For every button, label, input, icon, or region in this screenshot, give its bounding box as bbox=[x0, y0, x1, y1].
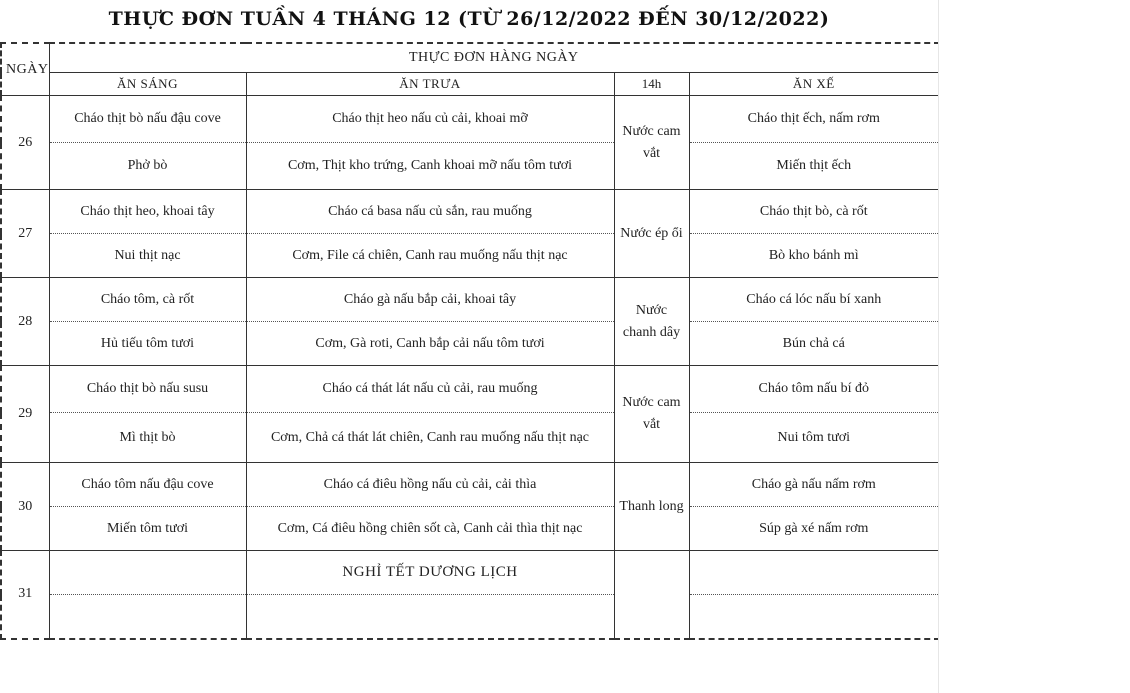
header-14h: 14h bbox=[614, 73, 689, 96]
header-snack: ĂN XẾ bbox=[689, 73, 939, 96]
breakfast-cell: Phở bò bbox=[49, 143, 246, 190]
snack-cell bbox=[689, 595, 939, 639]
table-row bbox=[1, 413, 939, 463]
h14-cell: Thanh long bbox=[614, 463, 689, 551]
day-cell: 31 bbox=[1, 551, 49, 639]
lunch-cell: Cơm, Chả cá thát lát chiên, Canh rau muống nấu thịt nạc bbox=[246, 413, 614, 463]
day-cell: 28 bbox=[1, 278, 49, 366]
table-row bbox=[1, 366, 939, 413]
table-row bbox=[1, 96, 939, 143]
snack-cell: Cháo thịt bò, cà rốt bbox=[689, 190, 939, 234]
table-row bbox=[1, 551, 939, 595]
table-row bbox=[1, 234, 939, 278]
table-row bbox=[1, 507, 939, 551]
table-row bbox=[1, 595, 939, 639]
h14-cell: Nước ép ổi bbox=[614, 190, 689, 278]
lunch-cell: Cháo gà nấu bắp cải, khoai tây bbox=[246, 278, 614, 322]
header-breakfast: ĂN SÁNG bbox=[49, 73, 246, 96]
snack-cell: Bò kho bánh mì bbox=[689, 234, 939, 278]
snack-cell: Bún chả cá bbox=[689, 322, 939, 366]
day-cell: 26 bbox=[1, 96, 49, 190]
breakfast-cell: Cháo thịt heo, khoai tây bbox=[49, 190, 246, 234]
snack-cell bbox=[689, 551, 939, 595]
breakfast-cell bbox=[49, 551, 246, 595]
snack-cell: Cháo thịt ếch, nấm rơm bbox=[689, 96, 939, 143]
table-row bbox=[1, 278, 939, 322]
breakfast-cell: Cháo thịt bò nấu đậu cove bbox=[49, 96, 246, 143]
table-row bbox=[1, 322, 939, 366]
day-cell: 30 bbox=[1, 463, 49, 551]
breakfast-cell: Nui thịt nạc bbox=[49, 234, 246, 278]
lunch-cell: Cơm, File cá chiên, Canh rau muống nấu thịt nạc bbox=[246, 234, 614, 278]
breakfast-cell: Miến tôm tươi bbox=[49, 507, 246, 551]
h14-cell: Nước cam vắt bbox=[614, 96, 689, 190]
day-cell: 29 bbox=[1, 366, 49, 463]
table-row bbox=[1, 190, 939, 234]
menu-title: THỰC ĐƠN TUẦN 4 THÁNG 12 (TỪ 26/12/2022 ĐẾN 30/12/2022) bbox=[108, 8, 830, 30]
snack-cell: Súp gà xé nấm rơm bbox=[689, 507, 939, 551]
lunch-cell: Cháo thịt heo nấu củ cải, khoai mỡ bbox=[246, 96, 614, 143]
breakfast-cell: Hủ tiếu tôm tươi bbox=[49, 322, 246, 366]
table-row bbox=[1, 463, 939, 507]
lunch-cell: Cơm, Gà roti, Canh bắp cải nấu tôm tươi bbox=[246, 322, 614, 366]
header-daily-menu: THỰC ĐƠN HÀNG NGÀY bbox=[49, 43, 939, 73]
lunch-cell: Cháo cá basa nấu củ sắn, rau muống bbox=[246, 190, 614, 234]
blank-sheet-area bbox=[938, 0, 1130, 693]
snack-cell: Nui tôm tươi bbox=[689, 413, 939, 463]
h14-cell bbox=[614, 551, 689, 639]
breakfast-cell: Cháo thịt bò nấu susu bbox=[49, 366, 246, 413]
weekly-menu-table bbox=[0, 42, 940, 640]
lunch-cell: Cơm, Cá điêu hồng chiên sốt cà, Canh cải thìa thịt nạc bbox=[246, 507, 614, 551]
lunch-cell: Cháo cá thát lát nấu củ cải, rau muống bbox=[246, 366, 614, 413]
holiday-label: NGHỈ TẾT DƯƠNG LỊCH bbox=[246, 551, 614, 595]
breakfast-cell bbox=[49, 595, 246, 639]
breakfast-cell: Mì thịt bò bbox=[49, 413, 246, 463]
lunch-cell: Cơm, Thịt kho trứng, Canh khoai mỡ nấu tôm tươi bbox=[246, 143, 614, 190]
header-day: NGÀY bbox=[1, 43, 49, 96]
lunch-cell bbox=[246, 595, 614, 639]
header-lunch: ĂN TRƯA bbox=[246, 73, 614, 96]
lunch-cell: Cháo cá điêu hồng nấu củ cải, cải thìa bbox=[246, 463, 614, 507]
snack-cell: Cháo tôm nấu bí đỏ bbox=[689, 366, 939, 413]
table-row bbox=[1, 143, 939, 190]
h14-cell: Nước cam vắt bbox=[614, 366, 689, 463]
day-cell: 27 bbox=[1, 190, 49, 278]
snack-cell: Miến thịt ếch bbox=[689, 143, 939, 190]
snack-cell: Cháo cá lóc nấu bí xanh bbox=[689, 278, 939, 322]
h14-cell: Nước chanh dây bbox=[614, 278, 689, 366]
breakfast-cell: Cháo tôm nấu đậu cove bbox=[49, 463, 246, 507]
snack-cell: Cháo gà nấu nấm rơm bbox=[689, 463, 939, 507]
breakfast-cell: Cháo tôm, cà rốt bbox=[49, 278, 246, 322]
